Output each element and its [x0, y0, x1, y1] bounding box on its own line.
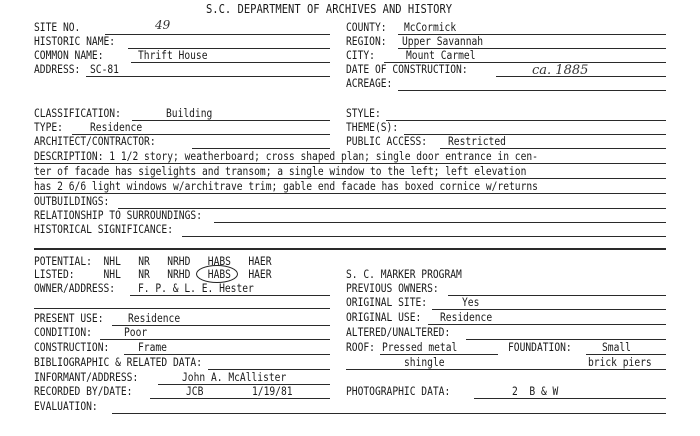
- altered-label: ALTERED/UNALTERED:: [346, 326, 451, 339]
- classification-value: Building: [166, 107, 213, 120]
- architect-label: ARCHITECT/CONTRACTOR:: [34, 135, 156, 148]
- previous-owners-label: PREVIOUS OWNERS:: [346, 282, 439, 295]
- common-name-rule: [131, 62, 330, 63]
- address-rule: [86, 76, 330, 77]
- style-rule: [386, 120, 666, 121]
- informant-rule: [158, 384, 330, 385]
- recorded-rule: [150, 398, 330, 399]
- region-label: REGION:: [346, 35, 387, 48]
- recorded-date: 1/19/81: [252, 385, 293, 398]
- form-title: S.C. DEPARTMENT OF ARCHIVES AND HISTORY: [206, 2, 453, 16]
- owner-rule-2: [34, 308, 330, 309]
- marker-program: S. C. MARKER PROGRAM: [346, 268, 462, 281]
- public-access-rule: [440, 148, 666, 149]
- classification-rule: [132, 120, 330, 121]
- county-label: COUNTY:: [346, 21, 387, 34]
- roof-rule: [380, 354, 498, 355]
- original-site-rule: [432, 309, 666, 310]
- date-label: DATE OF CONSTRUCTION:: [346, 63, 468, 76]
- owner-value: F. P. & L. E. Hester: [138, 282, 254, 295]
- description-rule-3: [34, 193, 666, 194]
- outbuildings-label: OUTBUILDINGS:: [34, 195, 110, 208]
- original-use-label: ORIGINAL USE:: [346, 311, 422, 324]
- nrhd-circle: [196, 265, 238, 283]
- address-label: ADDRESS:: [34, 63, 81, 76]
- construction-label: CONSTRUCTION:: [34, 341, 110, 354]
- biblio-rule: [208, 369, 330, 370]
- relationship-label: RELATIONSHIP TO SURROUNDINGS:: [34, 209, 202, 222]
- construction-rule: [124, 354, 330, 355]
- site-no-value: 49: [155, 18, 171, 32]
- photo-label: PHOTOGRAPHIC DATA:: [346, 385, 451, 398]
- classification-label: CLASSIFICATION:: [34, 107, 121, 120]
- original-use-rule: [428, 324, 666, 325]
- foundation-rule: [586, 354, 666, 355]
- present-use-value: Residence: [128, 312, 181, 325]
- site-no-rule: [105, 34, 330, 35]
- common-name-label: COMMON NAME:: [34, 49, 104, 62]
- public-access-value: Restricted: [448, 135, 506, 148]
- roof-value-1: Pressed metal: [382, 341, 458, 354]
- type-label: TYPE:: [34, 121, 63, 134]
- condition-rule: [100, 339, 330, 340]
- evaluation-label: EVALUATION:: [34, 400, 98, 413]
- potential-row: POTENTIAL: NHL NR NRHD HABS HAER: [34, 255, 272, 268]
- significance-label: HISTORICAL SIGNIFICANCE:: [34, 223, 174, 236]
- original-site-label: ORIGINAL SITE:: [346, 296, 428, 309]
- roof-foundation-rule-2: [346, 369, 666, 370]
- style-label: STYLE:: [346, 107, 381, 120]
- county-value: McCormick: [404, 21, 457, 34]
- description-line-1: DESCRIPTION: 1 1/2 story; weatherboard; cross shaped plan; single door entrance in cen-: [34, 150, 538, 163]
- theme-rule: [404, 134, 666, 135]
- acreage-rule: [398, 90, 666, 91]
- biblio-label: BIBLIOGRAPHIC & RELATED DATA:: [34, 356, 202, 369]
- relationship-rule: [214, 222, 666, 223]
- owner-rule: [130, 295, 330, 296]
- city-value: Mount Carmel: [406, 49, 476, 62]
- roof-label: ROOF:: [346, 341, 375, 354]
- theme-label: THEME(S):: [346, 121, 399, 134]
- description-rule-1: [34, 163, 666, 164]
- site-no-label: SITE NO.: [34, 21, 81, 34]
- city-label: CITY:: [346, 49, 375, 62]
- foundation-label: FOUNDATION:: [508, 341, 572, 354]
- owner-label: OWNER/ADDRESS:: [34, 282, 116, 295]
- public-access-label: PUBLIC ACCESS:: [346, 135, 428, 148]
- present-use-label: PRESENT USE:: [34, 312, 104, 325]
- altered-rule: [466, 339, 666, 340]
- type-value: Residence: [90, 121, 143, 134]
- common-name-value: Thrift House: [138, 49, 208, 62]
- description-rule-2: [34, 178, 666, 179]
- photo-value: 2 B & W: [512, 385, 559, 398]
- foundation-value-2: brick piers: [588, 356, 652, 369]
- evaluation-rule: [112, 413, 666, 414]
- condition-label: CONDITION:: [34, 326, 92, 339]
- acreage-label: ACREAGE:: [346, 77, 393, 90]
- photo-rule: [474, 398, 666, 399]
- foundation-value-1: Small: [602, 341, 631, 354]
- recorded-by: JCB: [186, 385, 204, 398]
- recorded-label: RECORDED BY/DATE:: [34, 385, 133, 398]
- construction-value: Frame: [138, 341, 167, 354]
- date-value: ca. 1885: [532, 63, 589, 78]
- condition-value: Poor: [124, 326, 148, 339]
- informant-label: INFORMANT/ADDRESS:: [34, 371, 139, 384]
- listed-row: LISTED: NHL NR NRHD HABS HAER: [34, 268, 272, 281]
- informant-value: John A. McAllister: [182, 371, 287, 384]
- original-site-value: Yes: [462, 296, 480, 309]
- description-line-3: has 2 6/6 light windows w/architrave trim; gable end facade has boxed cornice w/returns: [34, 180, 538, 193]
- significance-rule: [182, 236, 666, 237]
- architect-rule: [192, 148, 330, 149]
- address-value: SC-81: [90, 63, 119, 76]
- region-value: Upper Savannah: [402, 35, 484, 48]
- previous-owners-rule: [448, 295, 666, 296]
- original-use-value: Residence: [440, 311, 493, 324]
- roof-value-2: shingle: [404, 356, 445, 369]
- description-line-2: ter of facade has sigelights and transom; a single window to the left; left elevation: [34, 165, 527, 178]
- historic-name-label: HISTORIC NAME:: [34, 35, 116, 48]
- date-rule: [496, 76, 666, 77]
- section-divider: [34, 248, 666, 250]
